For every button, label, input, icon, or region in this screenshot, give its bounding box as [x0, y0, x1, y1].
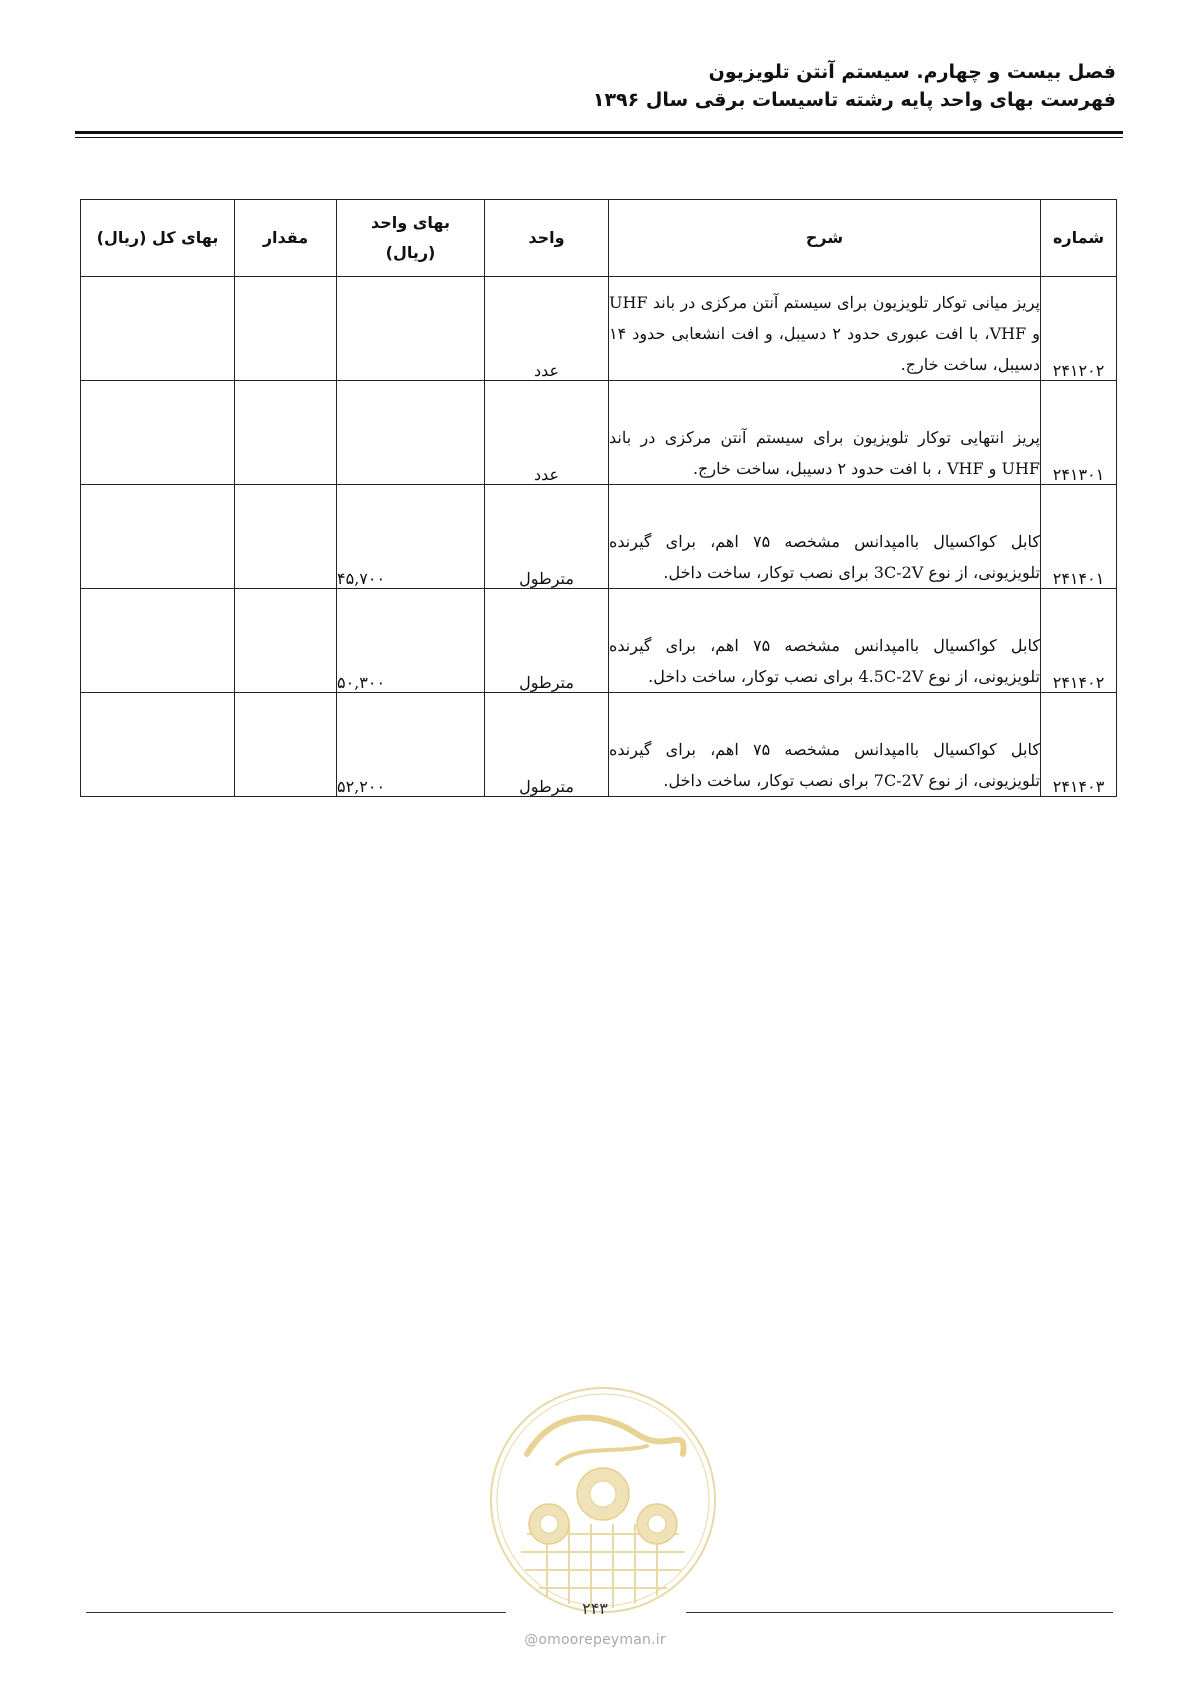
row-description: کابل کواکسیال باامپدانس مشخصه ۷۵ اهم، برای گیرنده تلویزیونی، از نوع 7C-2V برای نصب توکار، ساخت داخل. [609, 693, 1041, 797]
organization-seal-watermark [487, 1384, 719, 1616]
header-description: شرح [609, 200, 1041, 277]
footer-rule-left [86, 1612, 506, 1613]
row-unit: مترطول [485, 693, 609, 797]
table-row [81, 693, 1117, 797]
row-total-price [81, 381, 235, 485]
chapter-title: فصل بیست و چهارم. سیستم آنتن تلویزیون [708, 61, 1116, 83]
row-unit: مترطول [485, 485, 609, 589]
row-total-price [81, 589, 235, 693]
row-description: کابل کواکسیال باامپدانس مشخصه ۷۵ اهم، برای گیرنده تلویزیونی، از نوع 4.5C-2V برای نصب توکار، ساخت داخل. [609, 589, 1041, 693]
header-total-price: بهای کل (ریال) [81, 200, 235, 277]
table-header-row [81, 200, 1117, 277]
row-unit: عدد [485, 277, 609, 381]
watermark-url: @omoorepeyman.ir [524, 1632, 666, 1648]
row-code: ۲۴۱۲۰۲ [1041, 277, 1117, 381]
header-rule-thin [75, 137, 1123, 138]
header-unit-price [337, 200, 485, 277]
row-code: ۲۴۱۳۰۱ [1041, 381, 1117, 485]
row-total-price [81, 485, 235, 589]
row-quantity [235, 485, 337, 589]
row-unit-price: ۵۰,۳۰۰ [337, 589, 485, 693]
page-header [76, 58, 1116, 114]
row-quantity [235, 277, 337, 381]
row-description: کابل کواکسیال باامپدانس مشخصه ۷۵ اهم، برای گیرنده تلویزیونی، از نوع 3C-2V برای نصب توکار، ساخت داخل. [609, 485, 1041, 589]
row-code: ۲۴۱۴۰۳ [1041, 693, 1117, 797]
row-unit: مترطول [485, 589, 609, 693]
row-total-price [81, 277, 235, 381]
row-quantity [235, 381, 337, 485]
row-unit-price: ۵۲,۲۰۰ [337, 693, 485, 797]
header-unit: واحد [485, 200, 609, 277]
row-description: پریز میانی توکار تلویزیون برای سیستم آنتن مرکزی در باند UHF و VHF، با افت عبوری حدود ۲ دسیبل، و افت انشعابی حدود ۱۴ دسیبل، ساخت خارج. [609, 277, 1041, 381]
row-total-price [81, 693, 235, 797]
row-description: پریز انتهایی توکار تلویزیون برای سیستم آنتن مرکزی در باند UHF و VHF ، با افت حدود ۲ دسیبل، ساخت خارج. [609, 381, 1041, 485]
row-quantity [235, 693, 337, 797]
table-row [81, 485, 1117, 589]
row-code: ۲۴۱۴۰۱ [1041, 485, 1117, 589]
row-unit-price: ۴۵,۷۰۰ [337, 485, 485, 589]
table-row [81, 277, 1117, 381]
header-rule-thick [75, 131, 1123, 134]
price-list-table [80, 199, 1117, 797]
header-unit-price-label: بهای واحد [370, 213, 450, 232]
table-row [81, 589, 1117, 693]
row-unit-price [337, 277, 485, 381]
row-unit: عدد [485, 381, 609, 485]
page-number: ۲۴۳ [582, 1599, 608, 1618]
document-title: فهرست بهای واحد پایه رشته تاسیسات برقی سال ۱۳۹۶ [592, 89, 1116, 111]
header-code: شماره [1041, 200, 1117, 277]
row-code: ۲۴۱۴۰۲ [1041, 589, 1117, 693]
footer-rule-right [686, 1612, 1113, 1613]
header-quantity: مقدار [235, 200, 337, 277]
row-unit-price [337, 381, 485, 485]
row-quantity [235, 589, 337, 693]
header-unit-price-currency: (ریال) [385, 243, 436, 262]
table-row [81, 381, 1117, 485]
